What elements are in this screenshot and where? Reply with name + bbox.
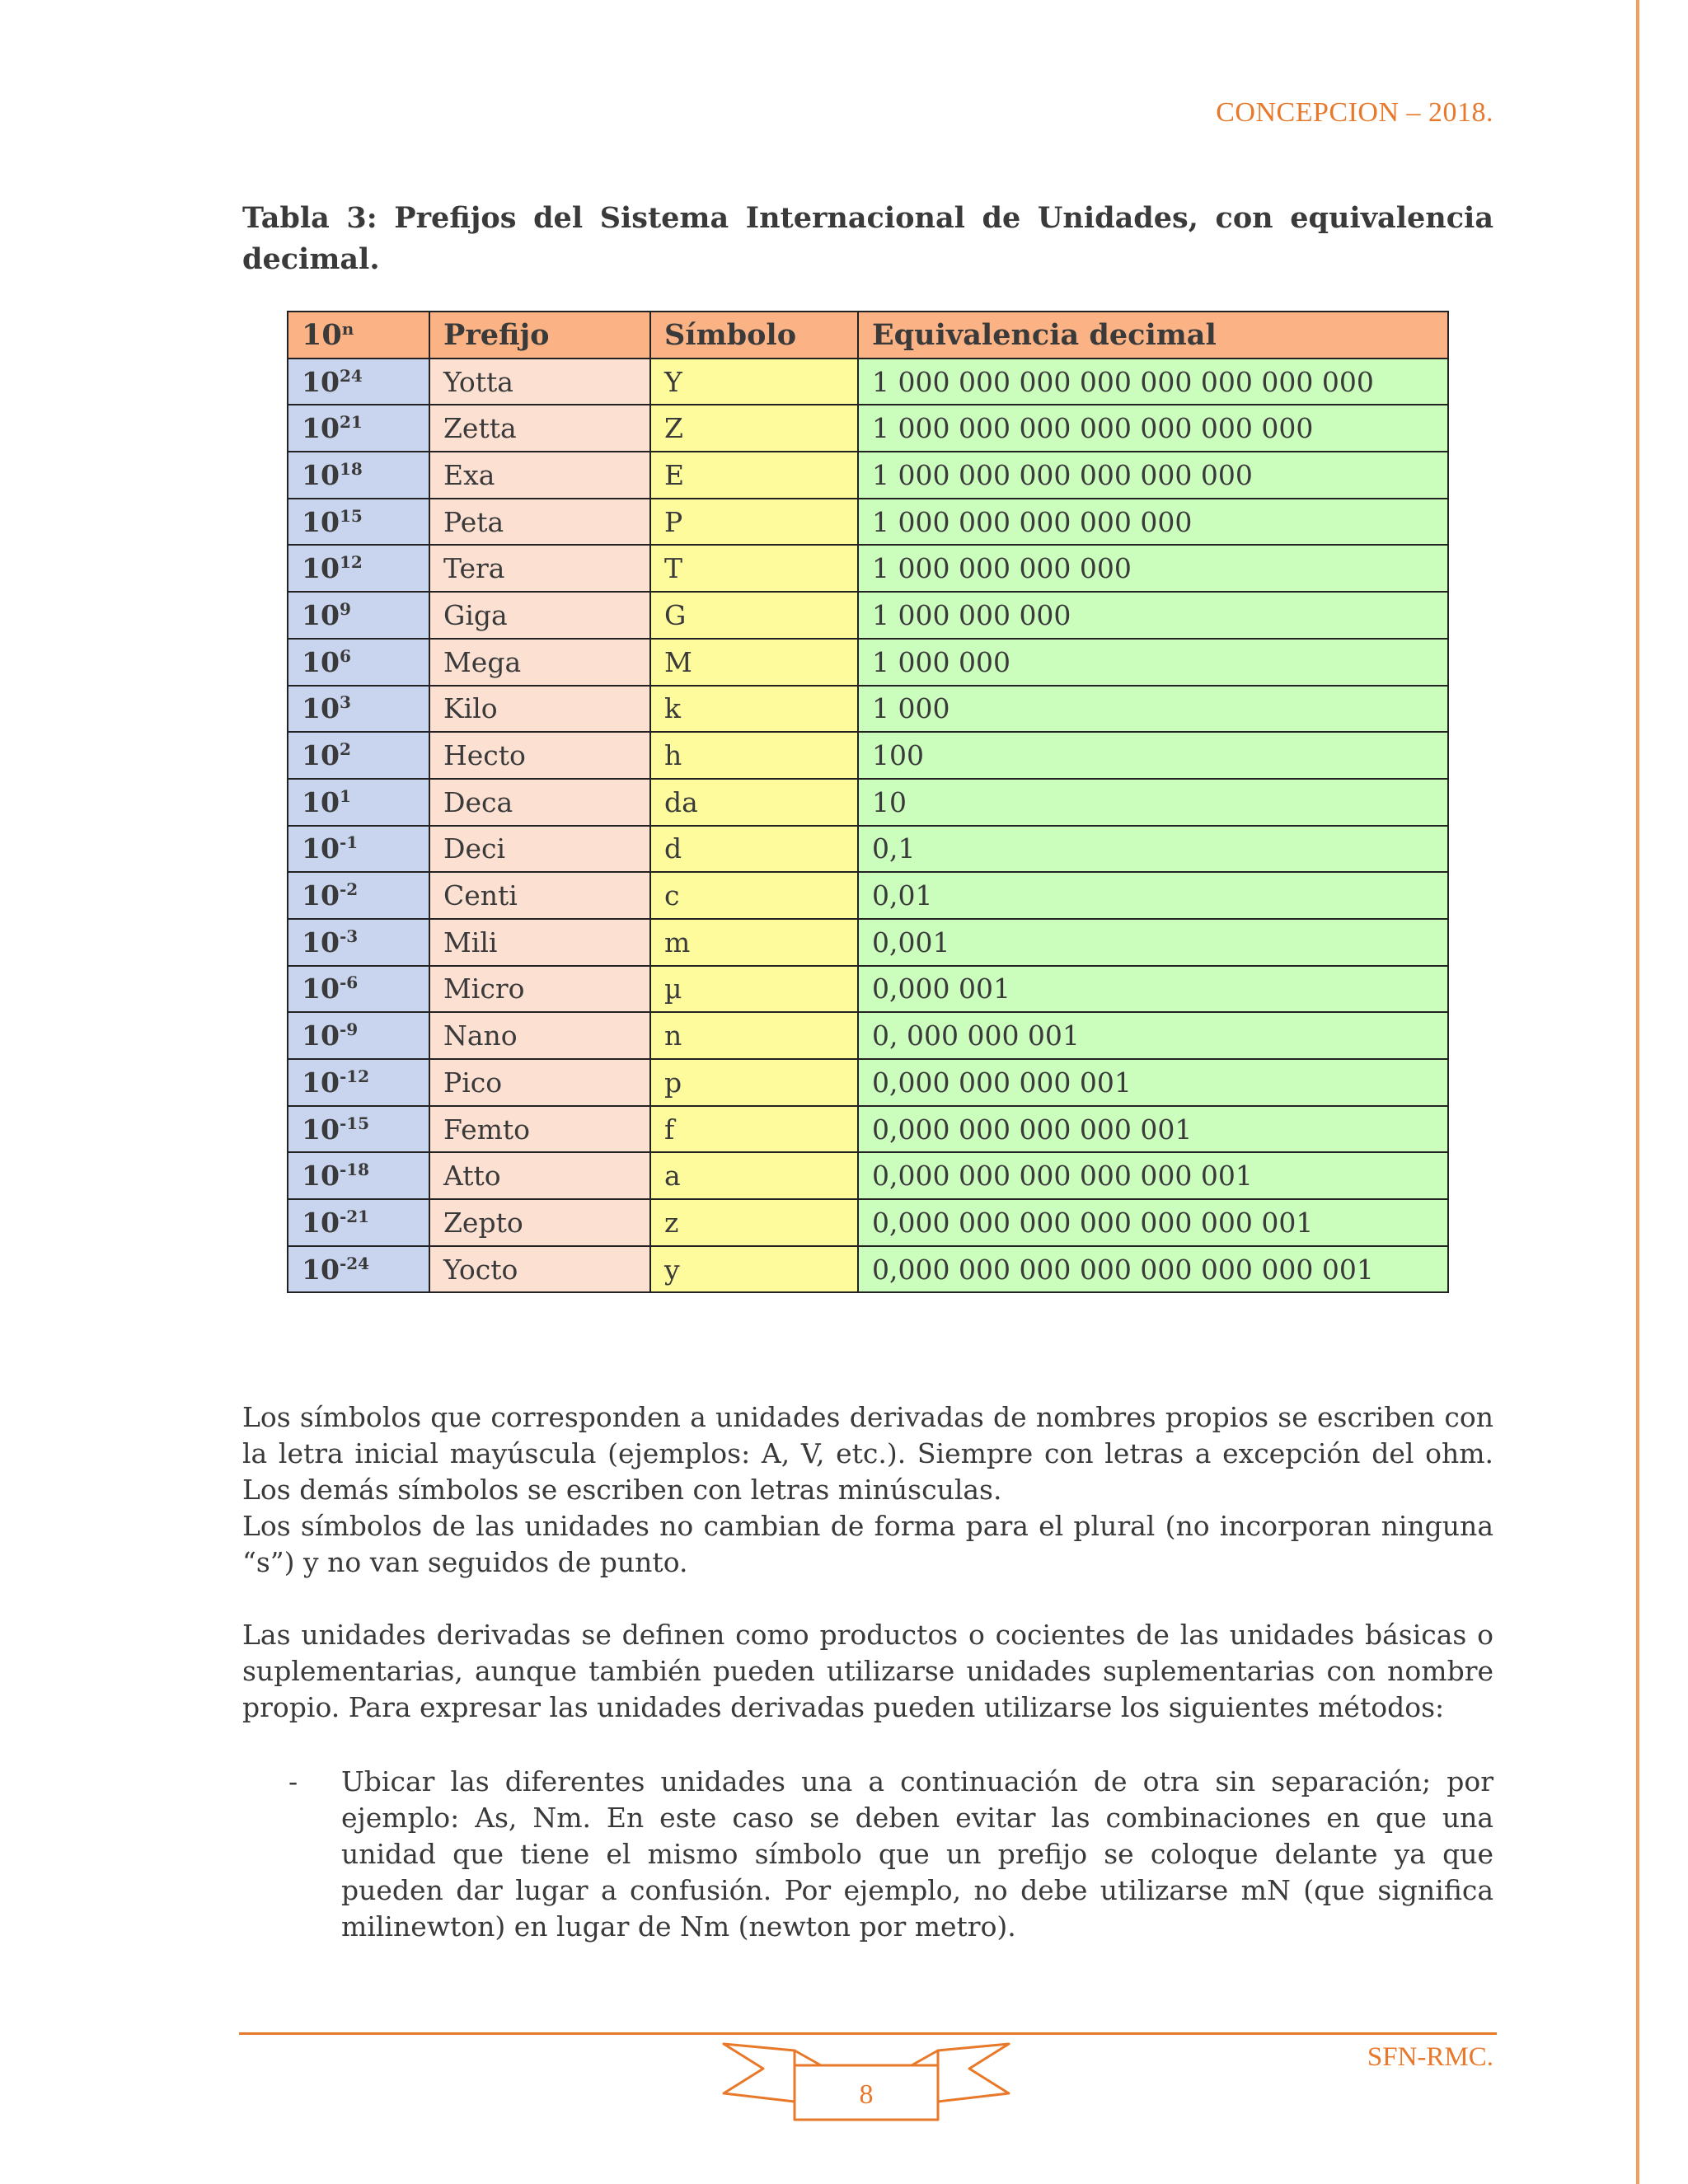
equivalence-cell: 1 000 000 000 000	[858, 545, 1448, 592]
symbol-cell: M	[650, 639, 858, 686]
table-row	[288, 686, 1448, 733]
symbol-cell: E	[650, 452, 858, 499]
prefix-cell: Zetta	[429, 405, 650, 452]
prefix-cell: Femto	[429, 1106, 650, 1153]
power-cell: $10^{-18}$	[288, 1152, 429, 1199]
equivalence-cell: 0,000 000 000 001	[858, 1059, 1448, 1106]
prefix-cell: Pico	[429, 1059, 650, 1106]
prefix-cell: Giga	[429, 592, 650, 639]
table-row	[288, 405, 1448, 452]
symbol-cell: Y	[650, 359, 858, 405]
symbol-cell: p	[650, 1059, 858, 1106]
symbol-cell: n	[650, 1012, 858, 1059]
table-row	[288, 592, 1448, 639]
equivalence-cell: 0,000 000 000 000 000 000 000 001	[858, 1246, 1448, 1293]
power-cell: $10^{-9}$	[288, 1012, 429, 1059]
table-row	[288, 1059, 1448, 1106]
power-cell: $10^{-6}$	[288, 966, 429, 1013]
table-row	[288, 1199, 1448, 1246]
prefix-cell: Yotta	[429, 359, 650, 405]
header-symbol: Símbolo	[650, 312, 858, 359]
symbol-cell: µ	[650, 966, 858, 1013]
symbol-cell: P	[650, 499, 858, 546]
paragraph-line: Los símbolos de las unidades no cambian de forma para el plural (no incorporan ninguna “s”) y no van seguidos de punto.	[242, 1510, 1493, 1578]
symbol-cell: m	[650, 919, 858, 966]
equivalence-cell: 1 000 000 000 000 000	[858, 499, 1448, 546]
prefix-cell: Centi	[429, 872, 650, 919]
power-cell: $10^{-3}$	[288, 919, 429, 966]
symbol-cell: z	[650, 1199, 858, 1246]
table-row	[288, 966, 1448, 1013]
prefix-cell: Atto	[429, 1152, 650, 1199]
power-cell: $10^{-21}$	[288, 1199, 429, 1246]
equivalence-cell: 0,1	[858, 826, 1448, 873]
prefix-cell: Peta	[429, 499, 650, 546]
power-cell: $10^{24}$	[288, 359, 429, 405]
footer-label: SFN-RMC.	[1367, 2042, 1493, 2072]
table-row	[288, 499, 1448, 546]
page-number-ribbon-icon	[722, 2042, 1010, 2125]
equivalence-cell: 100	[858, 732, 1448, 779]
equivalence-cell: 1 000 000 000	[858, 592, 1448, 639]
table-row	[288, 872, 1448, 919]
prefix-cell: Deci	[429, 826, 650, 873]
power-cell: $10^{-12}$	[288, 1059, 429, 1106]
page-edge-rule	[1636, 0, 1639, 2184]
prefix-cell: Mega	[429, 639, 650, 686]
symbol-cell: da	[650, 779, 858, 826]
power-cell: $10^{21}$	[288, 405, 429, 452]
equivalence-cell: 0,000 000 000 000 000 001	[858, 1152, 1448, 1199]
bullet-marker: -	[288, 1765, 298, 1797]
equivalence-cell: 1 000 000 000 000 000 000	[858, 452, 1448, 499]
symbol-cell: T	[650, 545, 858, 592]
header-equivalence: Equivalencia decimal	[858, 312, 1448, 359]
symbol-cell: k	[650, 686, 858, 733]
prefix-cell: Zepto	[429, 1199, 650, 1246]
power-cell: $10^1$	[288, 779, 429, 826]
equivalence-cell: 1 000 000 000 000 000 000 000 000	[858, 359, 1448, 405]
power-cell: $10^9$	[288, 592, 429, 639]
prefix-cell: Mili	[429, 919, 650, 966]
prefix-cell: Deca	[429, 779, 650, 826]
equivalence-cell: 1 000	[858, 686, 1448, 733]
power-cell: $10^3$	[288, 686, 429, 733]
symbol-cell: f	[650, 1106, 858, 1153]
header-power: 10$^n$	[288, 312, 429, 359]
power-cell: $10^6$	[288, 639, 429, 686]
table-row	[288, 1246, 1448, 1293]
equivalence-cell: 10	[858, 779, 1448, 826]
equivalence-cell: 0,000 001	[858, 966, 1448, 1013]
table-row	[288, 359, 1448, 405]
table-row	[288, 452, 1448, 499]
table-row	[288, 919, 1448, 966]
prefix-cell: Kilo	[429, 686, 650, 733]
prefix-cell: Tera	[429, 545, 650, 592]
power-cell: $10^{-2}$	[288, 872, 429, 919]
table-row	[288, 826, 1448, 873]
equivalence-cell: 1 000 000 000 000 000 000 000	[858, 405, 1448, 452]
symbol-cell: a	[650, 1152, 858, 1199]
symbol-cell: y	[650, 1246, 858, 1293]
equivalence-cell: 1 000 000	[858, 639, 1448, 686]
power-cell: $10^{18}$	[288, 452, 429, 499]
symbol-cell: G	[650, 592, 858, 639]
paragraph-line: Las unidades derivadas se definen como productos o cocientes de las unidades básicas o suplementarias, aunque también pueden utilizarse unidades suplementarias con nombre propio. Para expresar las unidades derivadas pueden utilizarse los siguientes métodos:	[242, 1619, 1493, 1723]
paragraph-line: Los símbolos que corresponden a unidades derivadas de nombres propios se escriben con la letra inicial mayúscula (ejemplos: A, V, etc.). Siempre con letras a excepción del ohm. Los demás símbolos se escriben con letras minúsculas.	[242, 1401, 1493, 1506]
power-cell: $10^{-1}$	[288, 826, 429, 873]
power-cell: $10^{-15}$	[288, 1106, 429, 1153]
power-cell: $10^2$	[288, 732, 429, 779]
footer-rule	[239, 2032, 1497, 2035]
table-row	[288, 545, 1448, 592]
page-number: 8	[859, 2079, 874, 2110]
prefix-cell: Hecto	[429, 732, 650, 779]
table-header-row	[288, 312, 1448, 359]
si-prefix-table	[287, 311, 1449, 1293]
prefix-cell: Nano	[429, 1012, 650, 1059]
equivalence-cell: 0, 000 000 001	[858, 1012, 1448, 1059]
table-row	[288, 1106, 1448, 1153]
symbol-cell: d	[650, 826, 858, 873]
table-row	[288, 1012, 1448, 1059]
power-cell: $10^{12}$	[288, 545, 429, 592]
prefix-cell: Yocto	[429, 1246, 650, 1293]
table-row	[288, 779, 1448, 826]
bullet-text: Ubicar las diferentes unidades una a continuación de otra sin separación; por ejemplo: As, Nm. En este caso se deben evitar las combinaciones en que una unidad que tiene el mismo símbolo que un prefijo se coloque delante ya que pueden dar lugar a confusión. Por ejemplo, no debe utilizarse mN (que significa milinewton) en lugar de Nm (newton por metro).	[341, 1765, 1493, 1943]
symbol-cell: h	[650, 732, 858, 779]
equivalence-cell: 0,000 000 000 000 001	[858, 1106, 1448, 1153]
prefix-cell: Micro	[429, 966, 650, 1013]
table-row	[288, 639, 1448, 686]
equivalence-cell: 0,01	[858, 872, 1448, 919]
equivalence-cell: 0,000 000 000 000 000 000 001	[858, 1199, 1448, 1246]
paragraph-derived-units	[242, 1617, 1493, 1726]
equivalence-cell: 0,001	[858, 919, 1448, 966]
prefix-cell: Exa	[429, 452, 650, 499]
page-header: CONCEPCION – 2018.	[1216, 97, 1493, 128]
paragraph-symbols	[242, 1399, 1493, 1581]
header-prefix: Prefijo	[429, 312, 650, 359]
power-cell: $10^{15}$	[288, 499, 429, 546]
power-cell: $10^{-24}$	[288, 1246, 429, 1293]
symbol-cell: c	[650, 872, 858, 919]
table-row	[288, 732, 1448, 779]
table-caption: Tabla 3: Prefijos del Sistema Internacional de Unidades, con equivalencia decimal.	[242, 201, 1493, 276]
table-row	[288, 1152, 1448, 1199]
symbol-cell: Z	[650, 405, 858, 452]
